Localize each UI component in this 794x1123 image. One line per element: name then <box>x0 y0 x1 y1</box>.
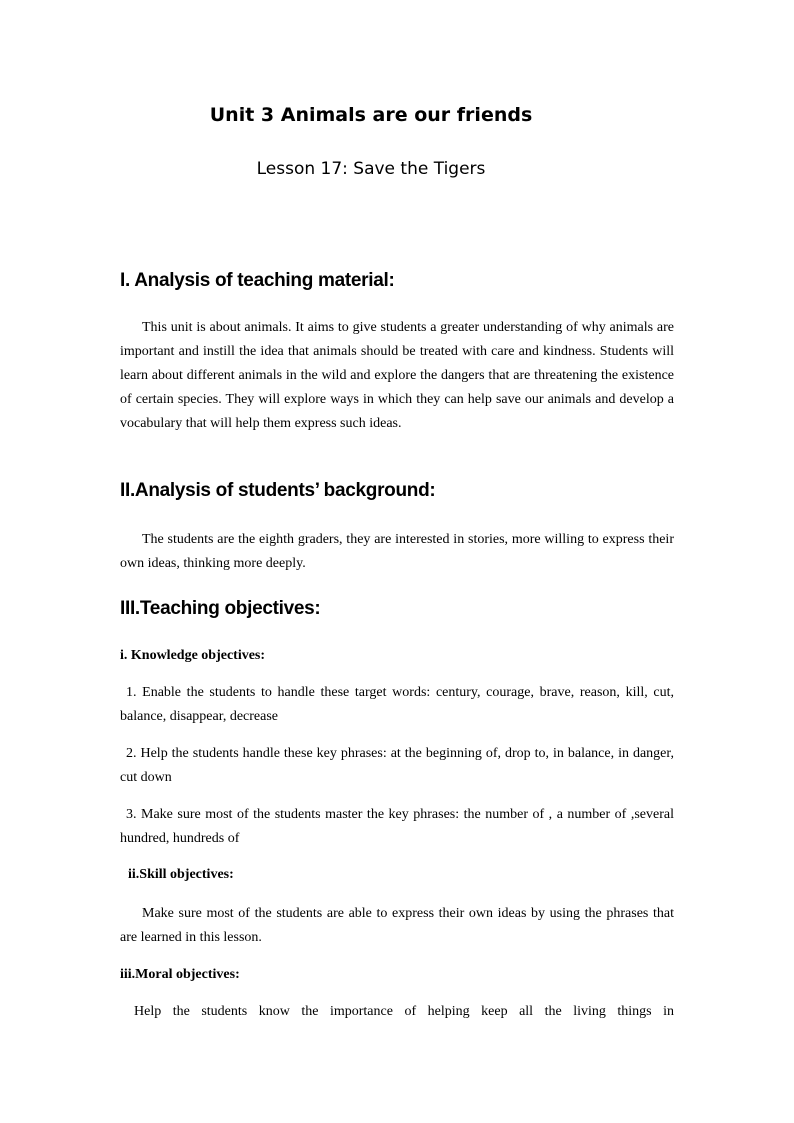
moral-paragraph: Help the students know the importance of helping keep all the living things in <box>134 1004 674 1019</box>
knowledge-item-1: 1. Enable the students to handle these target words: century, courage, brave, reason, kill, cut, balance, disappear, decrease <box>120 685 674 724</box>
material-paragraph: This unit is about animals. It aims to give students a greater understanding of why animals are important and instill the idea that animals should be treated with care and kindness. Students will learn about different animals in the wild and explore the dangers that are threatening the existence of certain species. They will explore ways in which they can help save our animals and develop a vocabulary that will help them express such ideas. <box>120 320 674 431</box>
background-paragraph: The students are the eighth graders, they are interested in stories, more willing to express their own ideas, thinking more deeply. <box>120 532 674 571</box>
moral-objectives-heading: iii.Moral objectives: <box>120 967 240 982</box>
skill-objectives-heading: ii.Skill objectives: <box>128 867 234 882</box>
section-heading-objectives: III.Teaching objectives: <box>120 598 321 619</box>
skill-paragraph: Make sure most of the students are able to express their own ideas by using the phrases that are learned in this lesson. <box>120 906 674 945</box>
section-heading-students-background: II.Analysis of students’ background: <box>120 480 436 501</box>
knowledge-objectives-heading: i. Knowledge objectives: <box>120 648 266 663</box>
knowledge-item-2: 2. Help the students handle these key phrases: at the beginning of, drop to, in balance, in danger, cut down <box>120 746 674 785</box>
knowledge-item-3: 3. Make sure most of the students master the key phrases: the number of , a number of ,several hundred, hundreds of <box>120 807 674 846</box>
lesson-title: Lesson 17: Save the Tigers <box>256 159 486 179</box>
section-heading-analysis-material: I. Analysis of teaching material: <box>120 270 395 291</box>
unit-title: Unit 3 Animals are our friends <box>209 104 533 126</box>
